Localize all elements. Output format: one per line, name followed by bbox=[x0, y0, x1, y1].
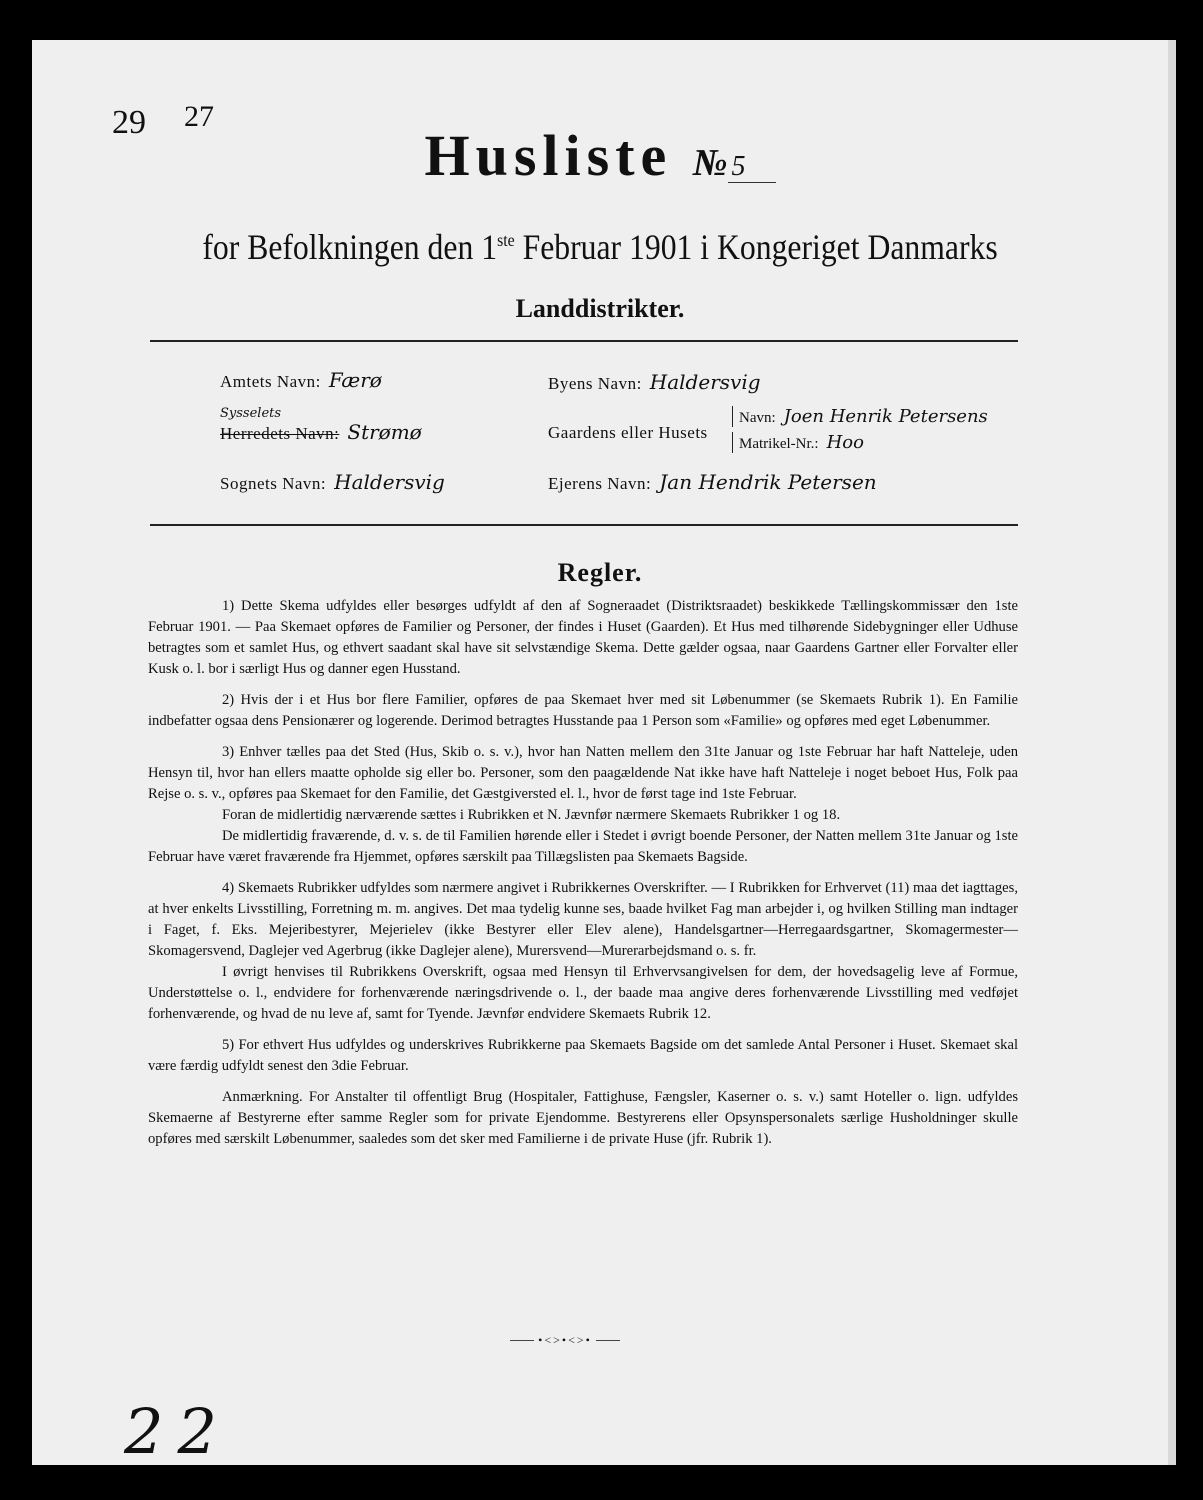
rule-3-present: Foran de midlertidig nærværende sættes i Rubrikken et N. Jævnfør nærmere Skemaets Rubrikker 1 og 18. bbox=[222, 807, 841, 823]
rules-heading: Regler. bbox=[557, 558, 643, 587]
amt-value: Færø bbox=[328, 368, 382, 392]
subtitle-sup: ste bbox=[497, 230, 515, 250]
ejer-value: Jan Hendrik Petersen bbox=[659, 470, 877, 494]
subtitle bbox=[100, 226, 1100, 268]
rule-5: 5) For ethvert Hus udfyldes og underskrives Rubrikkerne paa Skemaets Bagside om det samlede Antal Personer i Huset. Skemaet skal være færdig udfyldt senest den 3die Februar. bbox=[148, 1037, 1018, 1074]
rule-2: 2) Hvis der i et Hus bor flere Familier, opføres de paa Skemaet hver med sit Løbenummer (se Skemaets Rubrik 1). En Familie indbefatter ogsaa dens Pensionærer og logerende. Derimod betragtes Husstande paa 1 Person som «Familie» og opføres med eget Løbenummer. bbox=[148, 692, 1018, 729]
herred-field bbox=[220, 420, 422, 444]
rule-3-absent: De midlertidig fraværende, d. v. s. de til Familien hørende eller i Stedet i øvrigt boende Personer, der Natten mellem 31te Januar og 1ste Februar have været fraværende fra Hjemmet, opføres særskilt paa Tillægslisten paa Skemaets Bagside. bbox=[148, 828, 1018, 865]
navn-label: Navn: bbox=[739, 410, 776, 426]
subtitle-post: Februar 1901 i Kongeriget Danmarks bbox=[514, 227, 998, 267]
rule-4-note: I øvrigt henvises til Rubrikkens Overskrift, ogsaa med Hensyn til Erhvervsangivelsen for dem, der hovedsagelig leve af Formue, Understøttelse o. l., endvidere for forhenværende næringsdrivende o. l., der baade maa angive deres forhenværende Livsstilling med vedføjet forhenværende, og hvad de nu leve af, samt for Tyende. Jævnfør endvidere Skemaets Rubrik 12. bbox=[148, 964, 1018, 1022]
herred-correction: Sysselets bbox=[220, 406, 282, 421]
rule-3: 3) Enhver tælles paa det Sted (Hus, Skib o. s. v.), hvor han Natten mellem den 31te Januar og 1ste Februar har haft Natteleje, uden Hensyn til, hvor han ellers maatte opholde sig eller bo. Personer, som den paagældende Nat ikke have haft Natteleje i noget beboet Hus, Folk paa Rejse o. s. v., opføres paa Skemaet for den Familie, det Gæstgiversted el. l., hvor de først tage ind 1ste Februar. bbox=[148, 744, 1018, 802]
sogn-field bbox=[220, 470, 445, 494]
sogn-value: Haldersvig bbox=[334, 470, 445, 494]
matrikel-field bbox=[732, 432, 864, 453]
corner-number-left: 29 bbox=[112, 104, 146, 141]
remark: Anmærkning. For Anstalter til offentligt Brug (Hospitaler, Fattighuse, Fængsler, Kaserner o. s. v.) samt Hoteller o. lign. udfyldes Skemaerne af Bestyrerne efter samme Regler som for private Ejendomme. Bestyrerens eller Opsynspersonalets særlige Husholdninger skulle opføres med særskilt Løbenummer, saaledes som det sker med Familierne i de private Huse (jfr. Rubrik 1). bbox=[148, 1089, 1018, 1147]
corner-number-right: 27 bbox=[184, 100, 214, 133]
amt-field bbox=[220, 368, 382, 392]
herred-value: Strømø bbox=[347, 420, 422, 444]
title-main: Husliste bbox=[424, 123, 673, 188]
navn-value: Joen Henrik Petersens bbox=[783, 406, 988, 427]
bottom-number: 22 bbox=[124, 1395, 231, 1468]
sogn-label: Sognets Navn: bbox=[220, 474, 327, 493]
subtitle-district: Landdistrikter. bbox=[515, 294, 685, 323]
by-label: Byens Navn: bbox=[548, 374, 642, 393]
rule-4: 4) Skemaets Rubrikker udfyldes som nærmere angivet i Rubrikkernes Overskrifter. — I Rubrikken for Erhvervet (11) maa det iagttages, at hver enkelts Livsstilling, Forretning m. m. angives. Det maa tydelig kunne ses, baade hvilket Fag man arbejder i, og hvilken Stilling man indtager i Faget, f. Eks. Mejeribestyrer, Mejerielev (ikke Bestyrer eller Elev alene), Handelsgartner—Herregaardsgartner, Skomagermester—Skomagersvend, Daglejer ved Agerbrug (ikke Daglejer alene), Murersvend—Murerarbejdsmand o. s. fr. bbox=[148, 880, 1018, 959]
subtitle-pre: for Befolkningen den 1 bbox=[202, 227, 498, 267]
rules-text bbox=[148, 596, 1018, 1160]
herred-label: Herredets Navn: bbox=[220, 424, 340, 443]
page-title bbox=[32, 122, 1168, 189]
list-number: 5 bbox=[728, 151, 776, 183]
divider-top bbox=[150, 340, 1018, 342]
gaard-label: Gaardens eller Husets bbox=[548, 423, 708, 442]
ornament-divider bbox=[510, 1333, 620, 1347]
by-field bbox=[548, 370, 761, 394]
by-value: Haldersvig bbox=[649, 370, 761, 394]
ornament-glyphs: •<>•<>• bbox=[534, 1333, 596, 1347]
rule-1: 1) Dette Skema udfyldes eller besørges udfyldt af den af Sogneraadet (Distriktsraadet) beskikkede Tællingskommissær den 1ste Februar 1901. — Paa Skemaet opføres de Familier og Personer, der findes i Huset (Gaarden). Et Hus med tilhørende Sidebygninger eller Udhuse betragtes som et samlet Hus, og ethvert saadant skal have sit selvstændige Skema. Dette gælder ogsaa, naar Gaardens Gartner eller Forvalter eller Kusk o. l. bor i særligt Hus og danner egen Husstand. bbox=[148, 598, 1018, 677]
form-page bbox=[32, 40, 1176, 1468]
amt-label: Amtets Navn: bbox=[220, 372, 321, 391]
matrikel-label: Matrikel-Nr.: bbox=[739, 436, 819, 452]
ejer-field bbox=[548, 470, 877, 494]
matrikel-value: Hoo bbox=[826, 432, 864, 453]
divider-bottom bbox=[150, 524, 1018, 526]
number-sign: № bbox=[692, 142, 728, 184]
ejer-label: Ejerens Navn: bbox=[548, 474, 652, 493]
navn-field bbox=[732, 406, 988, 427]
